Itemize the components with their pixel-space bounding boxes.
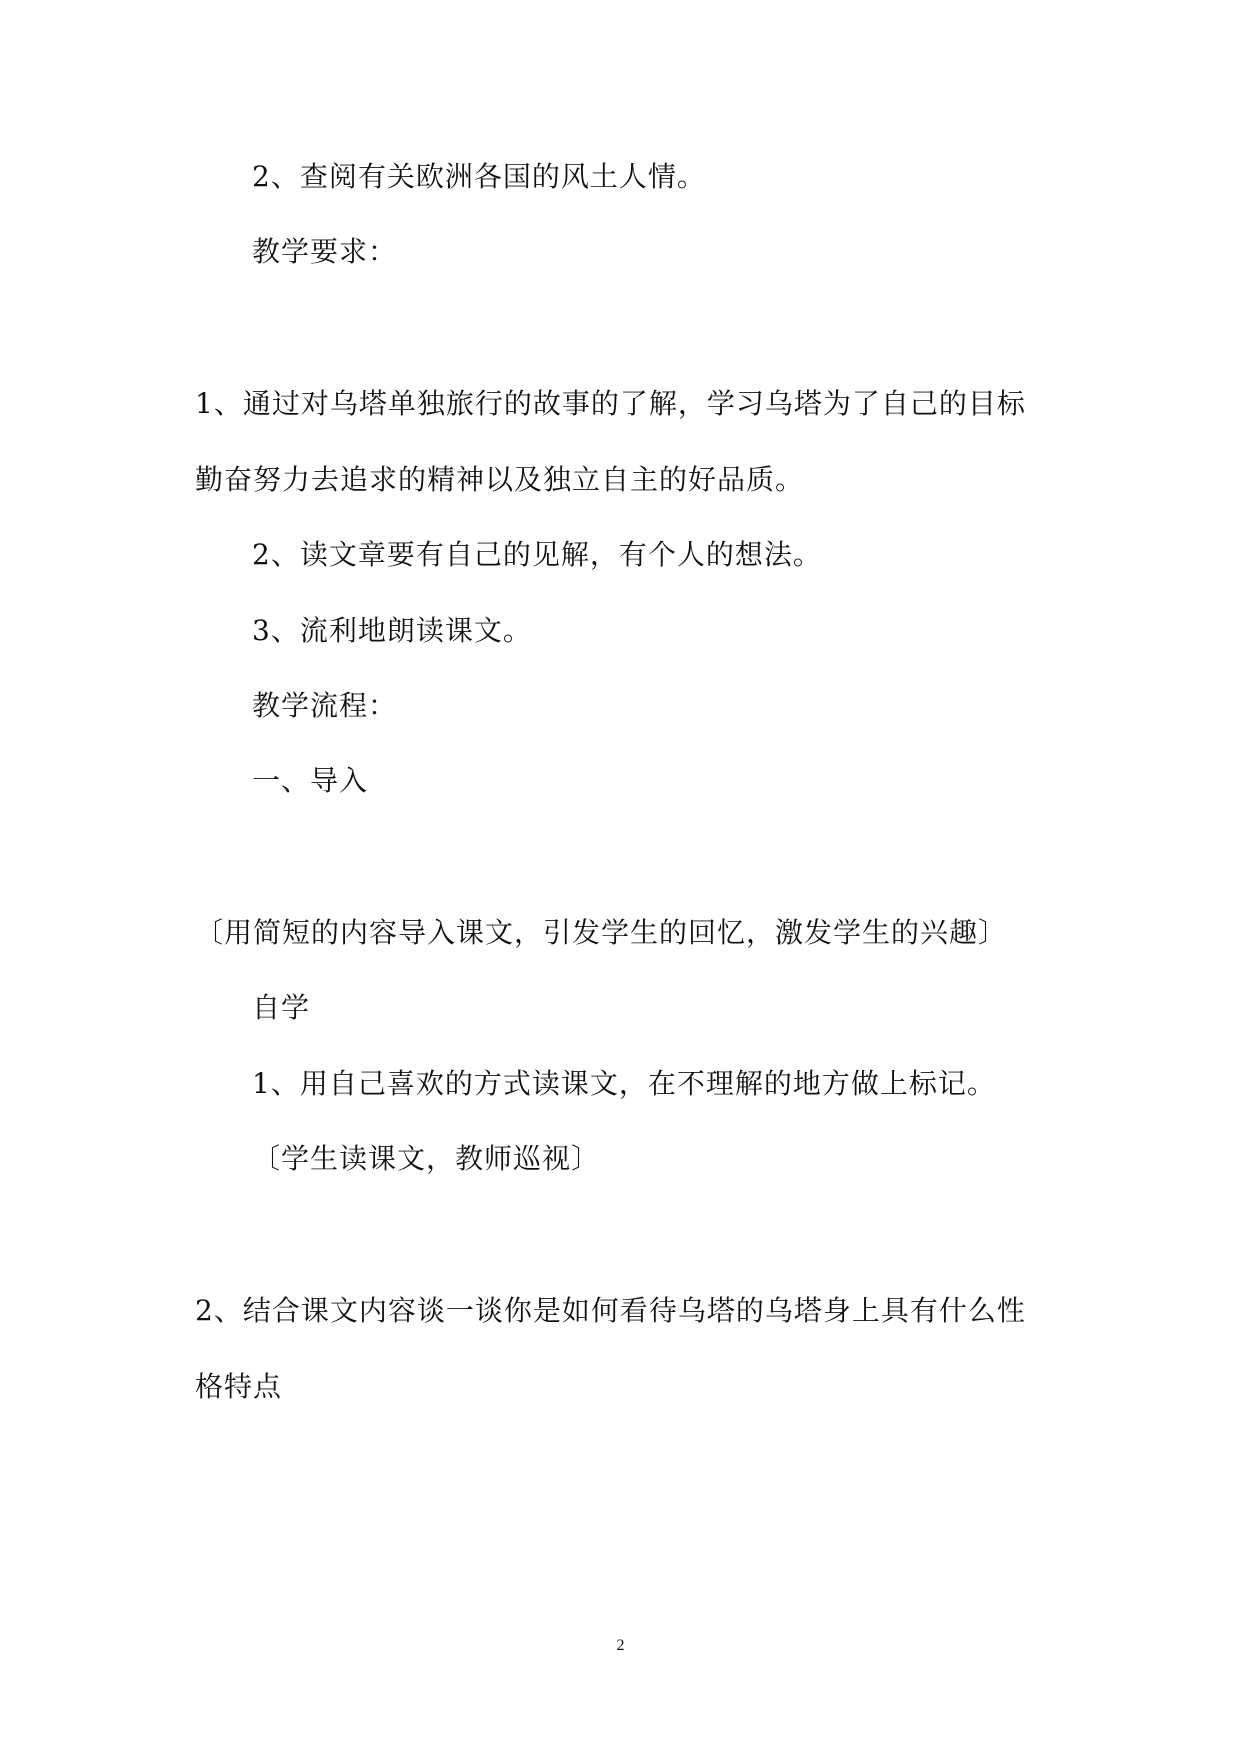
text-line: 2、查阅有关欧洲各国的风土人情。 [252, 160, 706, 193]
section-heading: 一、导入 [252, 764, 369, 797]
section-heading: 教学流程： [252, 689, 398, 722]
text-line: 勤奋努力去追求的精神以及独立自主的好品质。 [195, 463, 805, 496]
page-number: 2 [616, 1637, 625, 1654]
text-line: 2、读文章要有自己的见解，有个人的想法。 [252, 538, 822, 571]
section-heading: 自学 [252, 991, 311, 1024]
text-line: 格特点 [195, 1370, 283, 1403]
text-line: 1、用自己喜欢的方式读课文，在不理解的地方做上标记。 [252, 1067, 996, 1100]
text-line: 2、结合课文内容谈一谈你是如何看待乌塔的乌塔身上具有什么性 [195, 1294, 1026, 1327]
text-line: 〔用简短的内容导入课文，引发学生的回忆，激发学生的兴趣〕 [195, 916, 1008, 949]
text-line: 〔学生读课文，教师巡视〕 [252, 1142, 601, 1175]
section-heading: 教学要求： [252, 235, 398, 268]
text-line: 3、流利地朗读课文。 [252, 614, 532, 647]
text-line: 1、通过对乌塔单独旅行的故事的了解，学习乌塔为了自己的目标 [195, 387, 1026, 420]
